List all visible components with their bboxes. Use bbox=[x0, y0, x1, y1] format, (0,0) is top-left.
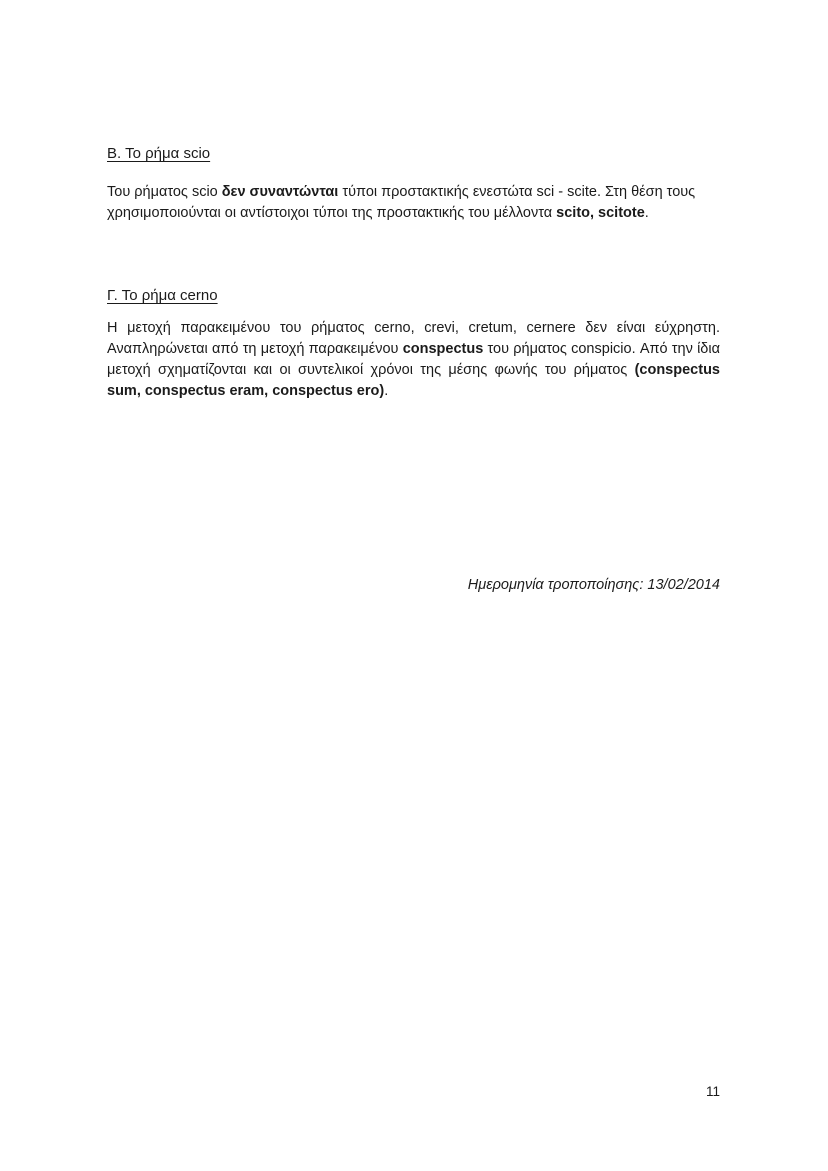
modification-date: Ημερομηνία τροποποίησης: 13/02/2014 bbox=[467, 577, 720, 593]
section-paragraph-scio: Του ρήματος scio δεν συναντώνται τύποι προστακτικής ενεστώτα sci - scite. Στη θέση τους χρησιμοποιούνται οι αντίστοιχοι τύποι της προστακτικής του μέλλοντα scito, scitote. bbox=[107, 184, 696, 221]
section-heading-scio: Β. Το ρήμα scio bbox=[107, 145, 211, 162]
page-number: 11 bbox=[705, 1084, 720, 1099]
section-heading-cerno: Γ. Το ρήμα cerno bbox=[107, 287, 218, 304]
section-paragraph-cerno: Η μετοχή παρακειμένου του ρήματος cerno, crevi, cretum, cernere δεν είναι εύχρηστη. Αναπληρώνεται από τη μετοχή παρακειμένου conspectus του ρήματος conspicio. Από την ίδια μετοχή σχηματίζονται και οι συντελικοί χρόνοι της μέσης φωνής του ρήματος (conspectus sum, conspectus eram, conspectus ero). bbox=[107, 320, 720, 399]
